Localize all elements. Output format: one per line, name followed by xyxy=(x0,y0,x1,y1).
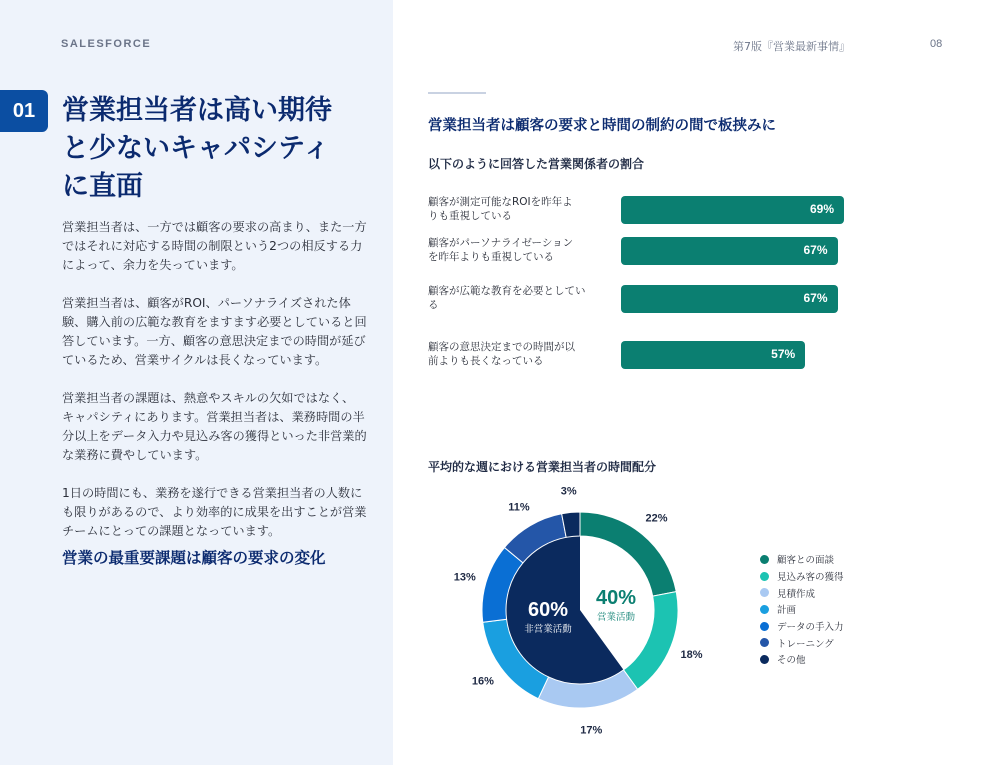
slice-value-label: 13% xyxy=(453,571,476,584)
text-line: 験、購入前の広範な教育をますます必要としていると回 xyxy=(62,315,367,329)
legend-label: 見積作成 xyxy=(777,588,816,600)
text-line: 答しています。一方、顧客の意思決定までの時間が延び xyxy=(62,334,366,348)
text-line: によって、余力を失っています。 xyxy=(62,258,244,272)
legend-item xyxy=(760,601,844,618)
paragraph xyxy=(62,484,384,541)
slice-value-label: 22% xyxy=(645,512,668,525)
paragraph xyxy=(62,294,384,370)
legend-item xyxy=(760,551,844,568)
title-line: に直面 xyxy=(62,171,143,202)
bar-row xyxy=(428,284,858,314)
legend-item xyxy=(760,651,844,668)
bar-track xyxy=(621,285,853,313)
bar-label xyxy=(428,236,600,264)
legend-swatch xyxy=(760,588,769,597)
bar-label-line: 顧客が測定可能なROIを昨年よ xyxy=(428,196,573,208)
text-line: キャパシティにあります。営業担当者は、業務時間の半 xyxy=(62,410,365,424)
paragraph xyxy=(62,218,384,275)
text-line: 営業担当者は、顧客がROI、パーソナライズされた体 xyxy=(62,296,351,310)
legend-item xyxy=(760,584,844,601)
body-text xyxy=(62,218,384,560)
bar-row xyxy=(428,340,858,370)
bar-track xyxy=(621,196,853,224)
chapter-badge: 01 xyxy=(0,90,48,132)
bar-value-label: 57% xyxy=(771,347,796,361)
text-line: な業務に費やしています。 xyxy=(62,448,208,462)
legend-label: 顧客との面談 xyxy=(777,555,835,567)
brand-label: SALESFORCE xyxy=(61,38,152,50)
bar-chart-title: 以下のように回答した営業関係者の割合 xyxy=(428,157,645,171)
bar-label-line: 前よりも長くなっている xyxy=(428,355,544,367)
section-title: 営業担当者は顧客の要求と時間の制約の間で板挟みに xyxy=(428,118,776,134)
bar-label-line: を昨年よりも重視している xyxy=(428,251,554,263)
bar-label-line: 顧客がパーソナライゼーション xyxy=(428,237,574,249)
edition-label: 第7版『営業最新事情』 xyxy=(733,40,850,53)
legend-swatch xyxy=(760,605,769,614)
paragraph xyxy=(62,389,384,465)
legend xyxy=(760,551,844,668)
slice-value-label: 18% xyxy=(680,649,703,662)
group-value-label: 40% xyxy=(595,587,637,609)
bar-label xyxy=(428,195,600,223)
legend-label: その他 xyxy=(777,655,806,667)
legend-swatch xyxy=(760,655,769,664)
bar-label xyxy=(428,284,600,312)
bar-value-label: 67% xyxy=(803,243,828,257)
text-line: 営業担当者の課題は、熱意やスキルの欠如ではなく、 xyxy=(62,391,355,405)
page-number: 08 xyxy=(930,38,943,50)
bar-label-line: 顧客が広範な教育を必要としてい xyxy=(428,285,586,297)
donut-chart-title: 平均的な週における営業担当者の時間配分 xyxy=(428,460,657,474)
bar-track xyxy=(621,237,853,265)
bar-label-line: りも重視している xyxy=(428,210,512,222)
sub-heading: 営業の最重要課題は顧客の要求の変化 xyxy=(62,549,326,567)
legend-label: トレーニング xyxy=(777,638,834,650)
text-line: チームにとっての課題となっています。 xyxy=(62,524,281,538)
slice-value-label: 17% xyxy=(580,724,603,737)
legend-swatch xyxy=(760,622,769,631)
bar-row xyxy=(428,195,858,225)
bar-value-label: 67% xyxy=(803,291,828,305)
text-line: 分以上をデータ入力や見込み客の獲得といった非営業的 xyxy=(62,429,367,443)
legend-swatch xyxy=(760,555,769,564)
group-value-label: 60% xyxy=(527,599,569,621)
legend-item xyxy=(760,618,844,635)
slice-value-label: 3% xyxy=(560,485,577,498)
bar-value-label: 69% xyxy=(809,202,834,216)
bar-row xyxy=(428,236,858,266)
text-line: ではそれに対応する時間の制限という2つの相反する力 xyxy=(62,239,363,253)
text-line: ているため、営業サイクルは長くなっています。 xyxy=(62,353,328,367)
legend-swatch xyxy=(760,572,769,581)
page-title xyxy=(62,92,382,206)
title-line: 営業担当者は高い期待 xyxy=(62,95,332,126)
legend-item xyxy=(760,634,844,651)
bar-label xyxy=(428,340,600,368)
bar xyxy=(621,237,838,265)
text-line: 1日の時間にも、業務を遂行できる営業担当者の人数に xyxy=(62,486,363,500)
legend-label: データの手入力 xyxy=(777,622,844,634)
text-line: も限りがあるので、より効率的に成果を出すことが営業 xyxy=(62,505,367,519)
donut-chart xyxy=(440,480,740,740)
divider xyxy=(428,92,486,94)
slice-value-label: 16% xyxy=(471,675,494,688)
group-name-label: 営業活動 xyxy=(596,612,636,623)
bar-label-line: 顧客の意思決定までの時間が以 xyxy=(428,341,575,353)
text-line: 営業担当者は、一方では顧客の要求の高まり、また一方 xyxy=(62,220,367,234)
bar xyxy=(621,285,838,313)
bar xyxy=(621,341,805,369)
legend-label: 見込み客の獲得 xyxy=(777,572,844,584)
legend-swatch xyxy=(760,638,769,647)
slice-value-label: 11% xyxy=(508,501,530,514)
legend-item xyxy=(760,568,844,585)
bar-track xyxy=(621,341,853,369)
bar-label-line: る xyxy=(428,299,439,311)
legend-label: 計画 xyxy=(777,605,797,617)
group-name-label: 非営業活動 xyxy=(524,624,572,635)
title-line: と少ないキャパシティ xyxy=(62,133,330,164)
bar xyxy=(621,196,844,224)
